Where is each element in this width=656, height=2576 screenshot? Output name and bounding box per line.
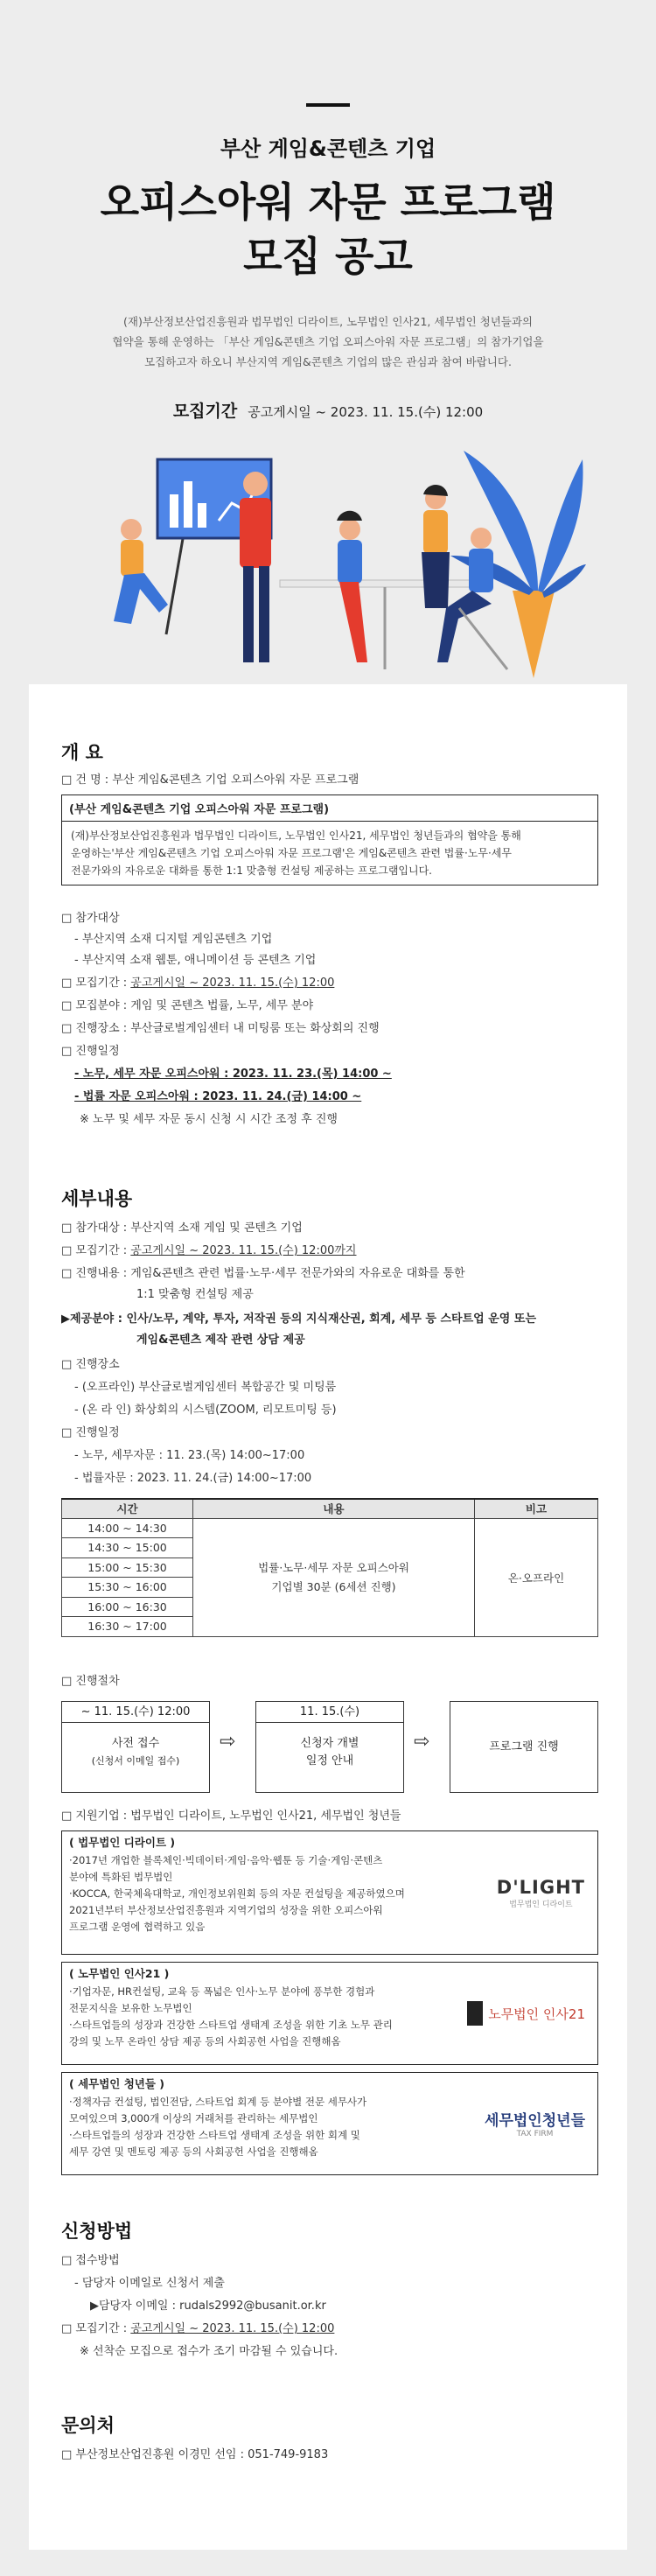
apply-period: □ 모집기간 : 공고게시일 ~ 2023. 11. 15.(수) 12:00 — [61, 2322, 335, 2335]
process-step-3: 프로그램 진행 — [450, 1701, 598, 1793]
apply-label: □ 접수방법 — [61, 2254, 120, 2267]
partner-card-dlight: ( 법무법인 디라이트 ) ·2017년 개업한 블록체인·빅데이터·게임·음악·웹툰 등 기술·게임·콘텐츠 분야에 특화된 법무법인 ·KOCCA, 한국체육대학교, 개인정보위원회 등의 자문 컨설팅을 제공하였으며 2021년부터 부산정보산업진흥원과 지역기업의 성장을 위한 오피스아워 프로그램 운영에 협력하고 있음 D'LIGHT 법무법인 디라이트 — [61, 1830, 598, 1955]
table-header-time: 시간 — [62, 1499, 193, 1518]
detail-method: □ 진행내용 : 게임&콘텐츠 관련 법률·노무·세무 전문가와의 자유로운 대화를 통한 — [61, 1267, 465, 1280]
youth-tax-logo: 세무법인청년들 TAX FIRM — [485, 2112, 585, 2138]
schedule-table — [61, 1498, 598, 1637]
table-time-cell: 16:30 ~ 17:00 — [62, 1617, 193, 1637]
dlight-logo: D'LIGHT 법무법인 디라이트 — [496, 1877, 585, 1909]
place-line: □ 진행장소 : 부산글로벌게임센터 내 미팅룸 또는 화상회의 진행 — [61, 1022, 380, 1035]
table-time-cell: 16:00 ~ 16:30 — [62, 1597, 193, 1617]
apply-title: 신청방법 — [61, 2221, 133, 2242]
overview-title: 개 요 — [61, 742, 103, 763]
partners-line: □ 지원기업 : 법무법인 디라이트, 노무법인 인사21, 세무법인 청년들 — [61, 1810, 401, 1823]
table-header-note: 비고 — [475, 1499, 598, 1518]
schedule-label: □ 진행일정 — [61, 1045, 120, 1058]
hero-title: 오피스아워 자문 프로그램 모집 공고 — [100, 178, 556, 280]
insa21-logo: 노무법인 인사21 — [467, 2001, 585, 2026]
table-time-cell: 15:30 ~ 16:00 — [62, 1578, 193, 1598]
person-standing-icon — [240, 472, 271, 662]
detail-title: 세부내용 — [61, 1188, 133, 1209]
detail-place-label: □ 진행장소 — [61, 1358, 120, 1371]
field-line: □ 모집분야 : 게임 및 콘텐츠 법률, 노무, 세무 분야 — [61, 999, 314, 1012]
apply-note: ※ 선착순 모집으로 접수가 조기 마감될 수 있습니다. — [80, 2345, 338, 2358]
table-time-cell: 15:00 ~ 15:30 — [62, 1558, 193, 1578]
detail-schedule-item: - 법률자문 : 2023. 11. 24.(금) 14:00~17:00 — [74, 1472, 312, 1485]
contact-title: 문의처 — [61, 2415, 115, 2436]
arrow-right-icon: ⇨ — [220, 1731, 236, 1753]
detail-offer: ▶제공분야 : 인사/노무, 계약, 투자, 저작권 등의 지식재산권, 회계, 세무 등 스타트업 운영 또는 — [61, 1312, 537, 1326]
schedule-item: - 노무, 세무 자문 오피스아워 : 2023. 11. 23.(목) 14:00 ~ — [74, 1068, 392, 1081]
period-line: □ 모집기간 : 공고게시일 ~ 2023. 11. 15.(수) 12:00 — [61, 976, 335, 990]
table-time-cell: 14:30 ~ 15:00 — [62, 1538, 193, 1558]
detail-schedule-label: □ 진행일정 — [61, 1426, 120, 1439]
header-dash — [306, 103, 350, 107]
table-time-cell: 14:00 ~ 14:30 — [62, 1518, 193, 1538]
target-item: - 부산지역 소재 웹툰, 애니메이션 등 콘텐츠 기업 — [74, 954, 317, 967]
schedule-note: ※ 노무 및 세무 자문 동시 신청 시 시간 조정 후 진행 — [80, 1113, 338, 1126]
process-label: □ 진행절차 — [61, 1675, 120, 1688]
subject-line: □ 건 명 : 부산 게임&콘텐츠 기업 오피스아워 자문 프로그램 — [61, 774, 359, 787]
partner-card-youth: ( 세무법인 청년들 ) ·정책자금 컨설팅, 법인전담, 스타트업 회계 등 분야별 전문 세무사가 모여있으며 3,000개 이상의 거래처를 관리하는 세무법인 ·스타트업들의 성장과 건강한 스타트업 생태계 조성을 위한 회계 및 세무 강연 및 멘토링 제공 등의 사회공헌 사업을 진행해옴 세무법인청년들 TAX FIRM — [61, 2072, 598, 2175]
detail-place-item: - (오프라인) 부산글로벌게임센터 복합공간 및 미팅룸 — [74, 1381, 337, 1394]
detail-period: □ 모집기간 : 공고게시일 ~ 2023. 11. 15.(수) 12:00까지 — [61, 1244, 357, 1257]
program-summary-box: (부산 게임&콘텐츠 기업 오피스아워 자문 프로그램) (재)부산정보산업진흥원과 법무법인 디라이트, 노무법인 인사21, 세무법인 청년들과의 협약을 통해 운영하는'부산 게임&콘텐츠 기업 오피스아워 자문 프로그램'은 게임&콘텐츠 관련 법률·노무·세무 전문가와의 자유로운 대화를 통한 1:1 맞춤형 컨설팅 제공하는 프로그램입니다. — [61, 794, 598, 886]
process-step-1: ~ 11. 15.(수) 12:00 사전 접수 (신청서 이메일 접수) — [61, 1701, 210, 1793]
recruit-period: 모집기간 공고게시일 ~ 2023. 11. 15.(수) 12:00 — [172, 402, 484, 421]
hero-description: (재)부산정보산업진흥원과 법무법인 디라이트, 노무법인 인사21, 세무법인 청년들과의 협약을 통해 운영하는 「부산 게임&콘텐츠 기업 오피스아워 자문 프로그램」의 참가기업을 모집하고자 하오니 부산지역 게임&콘텐츠 기업의 많은 관심과 참여 바랍니다. — [112, 315, 544, 368]
detail-method-cont: 1:1 맞춤형 컨설팅 제공 — [136, 1288, 254, 1301]
insa21-logo-icon — [467, 2001, 483, 2026]
detail-place-item: - (온 라 인) 화상회의 시스템(ZOOM, 리모트미팅 등) — [74, 1404, 337, 1417]
process-step-2: 11. 15.(수) 신청자 개별 일정 안내 — [255, 1701, 404, 1793]
arrow-right-icon: ⇨ — [414, 1731, 430, 1753]
partner-card-insa21: ( 노무법인 인사21 ) ·기업자문, HR컨설팅, 교육 등 폭넓은 인사·노무 분야에 풍부한 경험과 전문지식을 보유한 노무법인 ·스타트업들의 성장과 건강한 스타트업 생태계 조성을 위한 기초 노무 관리 강의 및 노무 온라인 상담 제공 등의 사회공헌 사업을 진행해옴 노무법인 인사21 — [61, 1962, 598, 2065]
team-meeting-illustration — [96, 433, 586, 687]
schedule-item: - 법률 자문 오피스아워 : 2023. 11. 24.(금) 14:00 ~ — [74, 1090, 362, 1103]
content-card — [29, 684, 627, 2550]
apply-item: - 담당자 이메일로 신청서 제출 — [74, 2277, 225, 2290]
contact-line: □ 부산정보산업진흥원 이경민 선임 : 051-749-9183 — [61, 2448, 329, 2461]
detail-schedule-item: - 노무, 세무자문 : 11. 23.(목) 14:00~17:00 — [74, 1449, 305, 1462]
table-header-content: 내용 — [193, 1499, 475, 1518]
detail-target: □ 참가대상 : 부산지역 소재 게임 및 콘텐츠 기업 — [61, 1222, 303, 1235]
apply-email: ▶담당자 이메일 : rudals2992@busanit.or.kr — [90, 2300, 326, 2313]
table-note-cell: 온·오프라인 — [475, 1518, 598, 1636]
target-label: □ 참가대상 — [61, 912, 120, 925]
person-presenting-icon — [422, 485, 450, 608]
table-content-cell: 법률·노무·세무 자문 오피스아워 기업별 30분 (6세션 진행) — [193, 1518, 475, 1636]
detail-offer-cont: 게임&콘텐츠 제작 관련 상담 제공 — [136, 1334, 305, 1347]
hero-subtitle: 부산 게임&콘텐츠 기업 — [220, 136, 436, 161]
target-item: - 부산지역 소재 디지털 게임콘텐츠 기업 — [74, 933, 273, 946]
